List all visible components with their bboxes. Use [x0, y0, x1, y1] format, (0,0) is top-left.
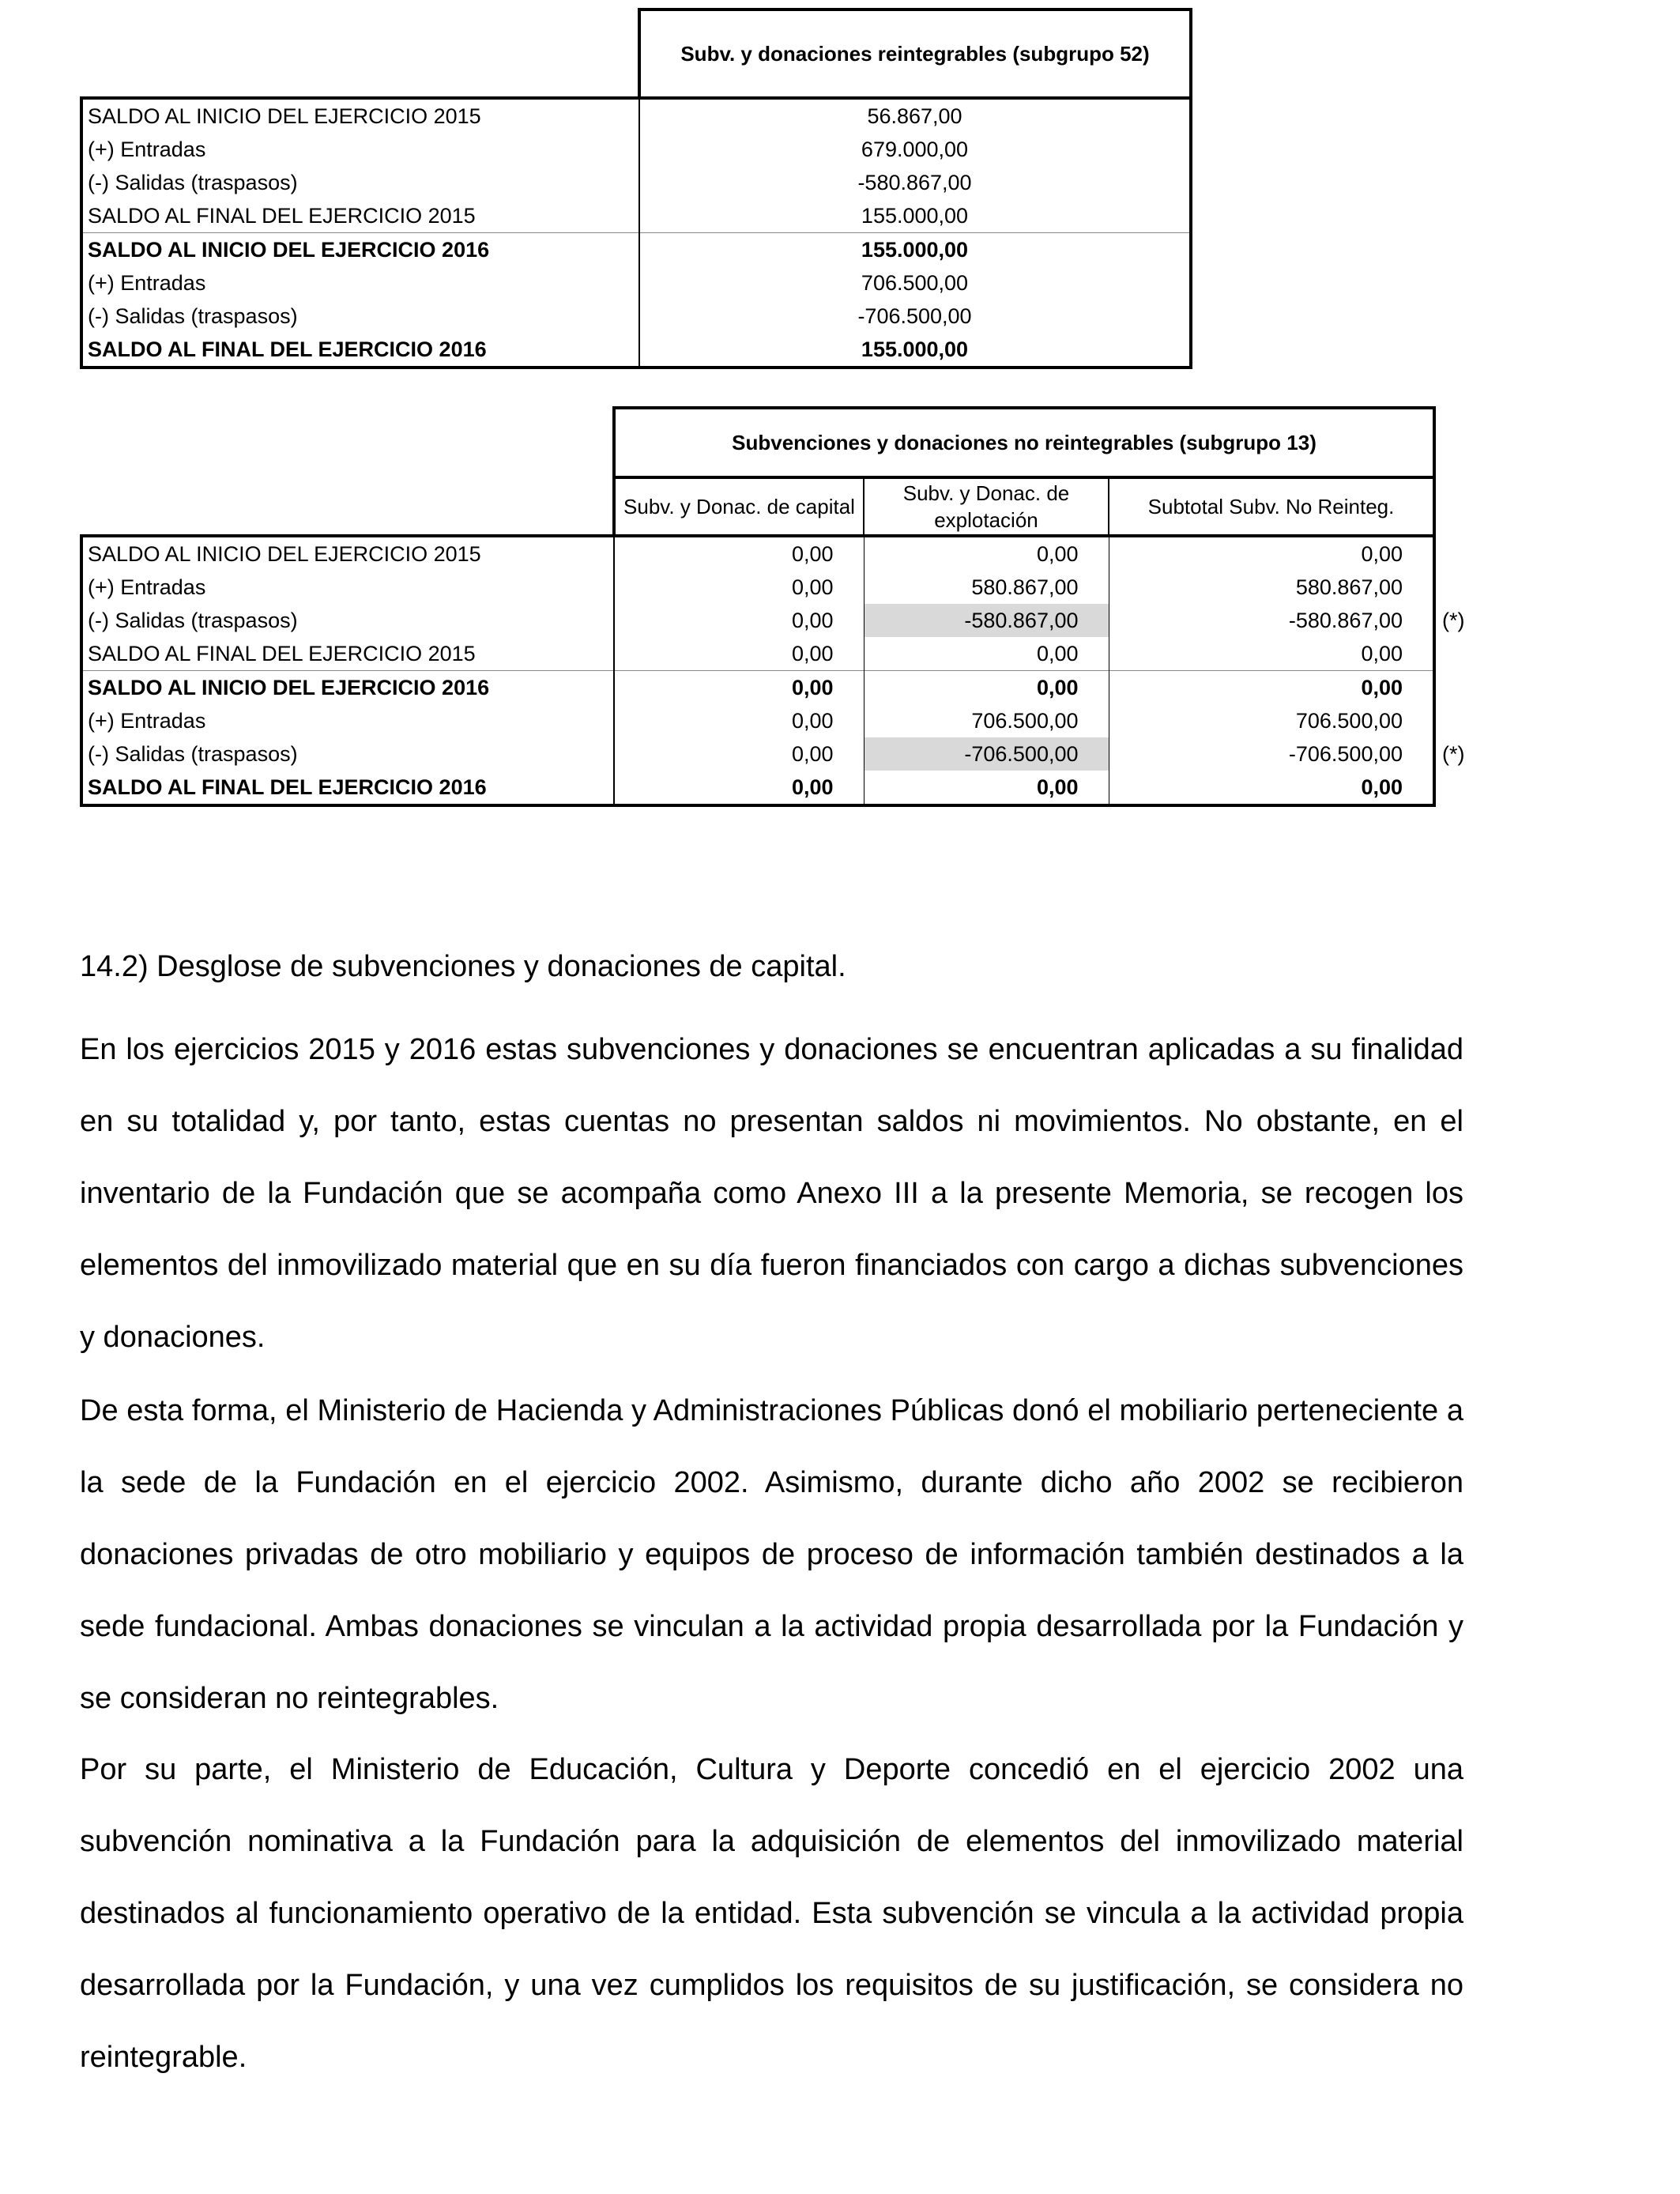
- row-note: [1434, 704, 1497, 737]
- table-row: [81, 604, 1497, 637]
- table-row: [81, 133, 1191, 166]
- table-row: [81, 771, 1497, 805]
- cell-capital: 0,00: [614, 771, 864, 805]
- cell-subtotal: 0,00: [1109, 637, 1434, 671]
- row-label: (+) Entradas: [81, 266, 639, 300]
- row-label: SALDO AL FINAL DEL EJERCICIO 2016: [81, 333, 639, 368]
- table-row: [81, 98, 1191, 133]
- table-row: [81, 671, 1497, 705]
- table-row: [81, 300, 1191, 333]
- row-label: SALDO AL FINAL DEL EJERCICIO 2015: [81, 637, 614, 671]
- row-value: 706.500,00: [639, 266, 1191, 300]
- cell-capital: 0,00: [614, 671, 864, 705]
- non-reintegrable-subsidies-table: [80, 406, 1499, 807]
- table-row: [81, 199, 1191, 233]
- row-note: (*): [1442, 609, 1465, 632]
- row-label: SALDO AL FINAL DEL EJERCICIO 2015: [81, 199, 639, 233]
- table-row: [81, 536, 1497, 571]
- cell-subtotal: 580.867,00: [1109, 571, 1434, 604]
- cell-capital: 0,00: [614, 571, 864, 604]
- table-row: [81, 704, 1497, 737]
- table-row: [81, 571, 1497, 604]
- cell-subtotal: 0,00: [1109, 771, 1434, 805]
- cell-explotacion: -706.500,00: [864, 737, 1109, 771]
- column-header-row: [81, 477, 1497, 536]
- cell-capital: 0,00: [614, 737, 864, 771]
- cell-explotacion: 0,00: [864, 637, 1109, 671]
- row-note: [1434, 571, 1497, 604]
- cell-explotacion: 706.500,00: [864, 704, 1109, 737]
- column-header-capital: Subv. y Donac. de capital: [614, 477, 864, 536]
- cell-explotacion: 0,00: [864, 671, 1109, 705]
- row-value: 155.000,00: [639, 199, 1191, 233]
- row-label: (-) Salidas (traspasos): [81, 737, 614, 771]
- cell-subtotal: 0,00: [1109, 671, 1434, 705]
- row-label: SALDO AL INICIO DEL EJERCICIO 2015: [81, 536, 614, 571]
- reintegrable-subsidies-table: [80, 8, 1192, 369]
- row-note: [1434, 671, 1497, 705]
- cell-capital: 0,00: [614, 637, 864, 671]
- row-label: SALDO AL FINAL DEL EJERCICIO 2016: [81, 771, 614, 805]
- cell-capital: 0,00: [614, 704, 864, 737]
- row-value: 155.000,00: [639, 333, 1191, 368]
- row-label: (-) Salidas (traspasos): [81, 604, 614, 637]
- cell-subtotal: 0,00: [1109, 536, 1434, 571]
- table-row: [81, 266, 1191, 300]
- table-row: [81, 737, 1497, 771]
- table-row: [81, 333, 1191, 368]
- cell-subtotal: -580.867,00: [1109, 604, 1434, 637]
- row-value: 679.000,00: [639, 133, 1191, 166]
- row-label: (+) Entradas: [81, 704, 614, 737]
- column-header-subtotal: Subtotal Subv. No Reinteg.: [1109, 477, 1434, 536]
- row-label: (+) Entradas: [81, 571, 614, 604]
- row-note: [1434, 536, 1497, 571]
- row-note: [1434, 771, 1497, 805]
- cell-explotacion: -580.867,00: [864, 604, 1109, 637]
- row-label: SALDO AL INICIO DEL EJERCICIO 2015: [81, 98, 639, 133]
- table-row: [81, 166, 1191, 199]
- table-row: [81, 233, 1191, 267]
- row-note: [1434, 637, 1497, 671]
- row-label: SALDO AL INICIO DEL EJERCICIO 2016: [81, 671, 614, 705]
- table-header: Subv. y donaciones reintegrables (subgrupo 52): [639, 9, 1191, 98]
- cell-explotacion: 580.867,00: [864, 571, 1109, 604]
- row-value: -580.867,00: [639, 166, 1191, 199]
- cell-subtotal: -706.500,00: [1109, 737, 1434, 771]
- paragraph: En los ejercicios 2015 y 2016 estas subvenciones y donaciones se encuentran aplicadas a su finalidad en su totalidad y, por tanto, estas cuentas no presentan saldos ni movimientos. No obstante, en el inventario de la Fundación que se acompaña como Anexo III a la presente Memoria, se recogen los elementos del inmovilizado material que en su día fueron financiados con cargo a dichas subvenciones y donaciones.: [80, 1033, 1463, 1354]
- cell-capital: 0,00: [614, 536, 864, 571]
- row-label: (+) Entradas: [81, 133, 639, 166]
- table-header: Subvenciones y donaciones no reintegrables (subgrupo 13): [614, 408, 1434, 477]
- table-header-row: [81, 9, 1191, 98]
- row-value: 56.867,00: [639, 98, 1191, 133]
- row-label: (-) Salidas (traspasos): [81, 300, 639, 333]
- row-value: 155.000,00: [639, 233, 1191, 267]
- column-header-explotacion: Subv. y Donac. de explotación: [864, 477, 1109, 536]
- row-value: -706.500,00: [639, 300, 1191, 333]
- cell-capital: 0,00: [614, 604, 864, 637]
- cell-subtotal: 706.500,00: [1109, 704, 1434, 737]
- table-row: [81, 637, 1497, 671]
- paragraph: Por su parte, el Ministerio de Educación, Cultura y Deporte concedió en el ejercicio 2002 una subvención nominativa a la Fundación para la adquisición de elementos del inmovilizado material destinados al funcionamiento operativo de la entidad. Esta subvención se vincula a la actividad propia desarrollada por la Fundación, y una vez cumplidos los requisitos de su justificación, se considera no reintegrable.: [80, 1753, 1463, 2074]
- cell-explotacion: 0,00: [864, 536, 1109, 571]
- row-label: (-) Salidas (traspasos): [81, 166, 639, 199]
- cell-explotacion: 0,00: [864, 771, 1109, 805]
- row-label: SALDO AL INICIO DEL EJERCICIO 2016: [81, 233, 639, 267]
- table-header-row: [81, 408, 1497, 477]
- paragraph: De esta forma, el Ministerio de Hacienda y Administraciones Públicas donó el mobiliario perteneciente a la sede de la Fundación en el ejercicio 2002. Asimismo, durante dicho año 2002 se recibieron donaciones privadas de otro mobiliario y equipos de proceso de información también destinados a la sede fundacional. Ambas donaciones se vinculan a la actividad propia desarrollada por la Fundación y se consideran no reintegrables.: [80, 1394, 1463, 1715]
- section-title: 14.2) Desglose de subvenciones y donaciones de capital.: [80, 950, 846, 983]
- row-note: (*): [1442, 742, 1465, 766]
